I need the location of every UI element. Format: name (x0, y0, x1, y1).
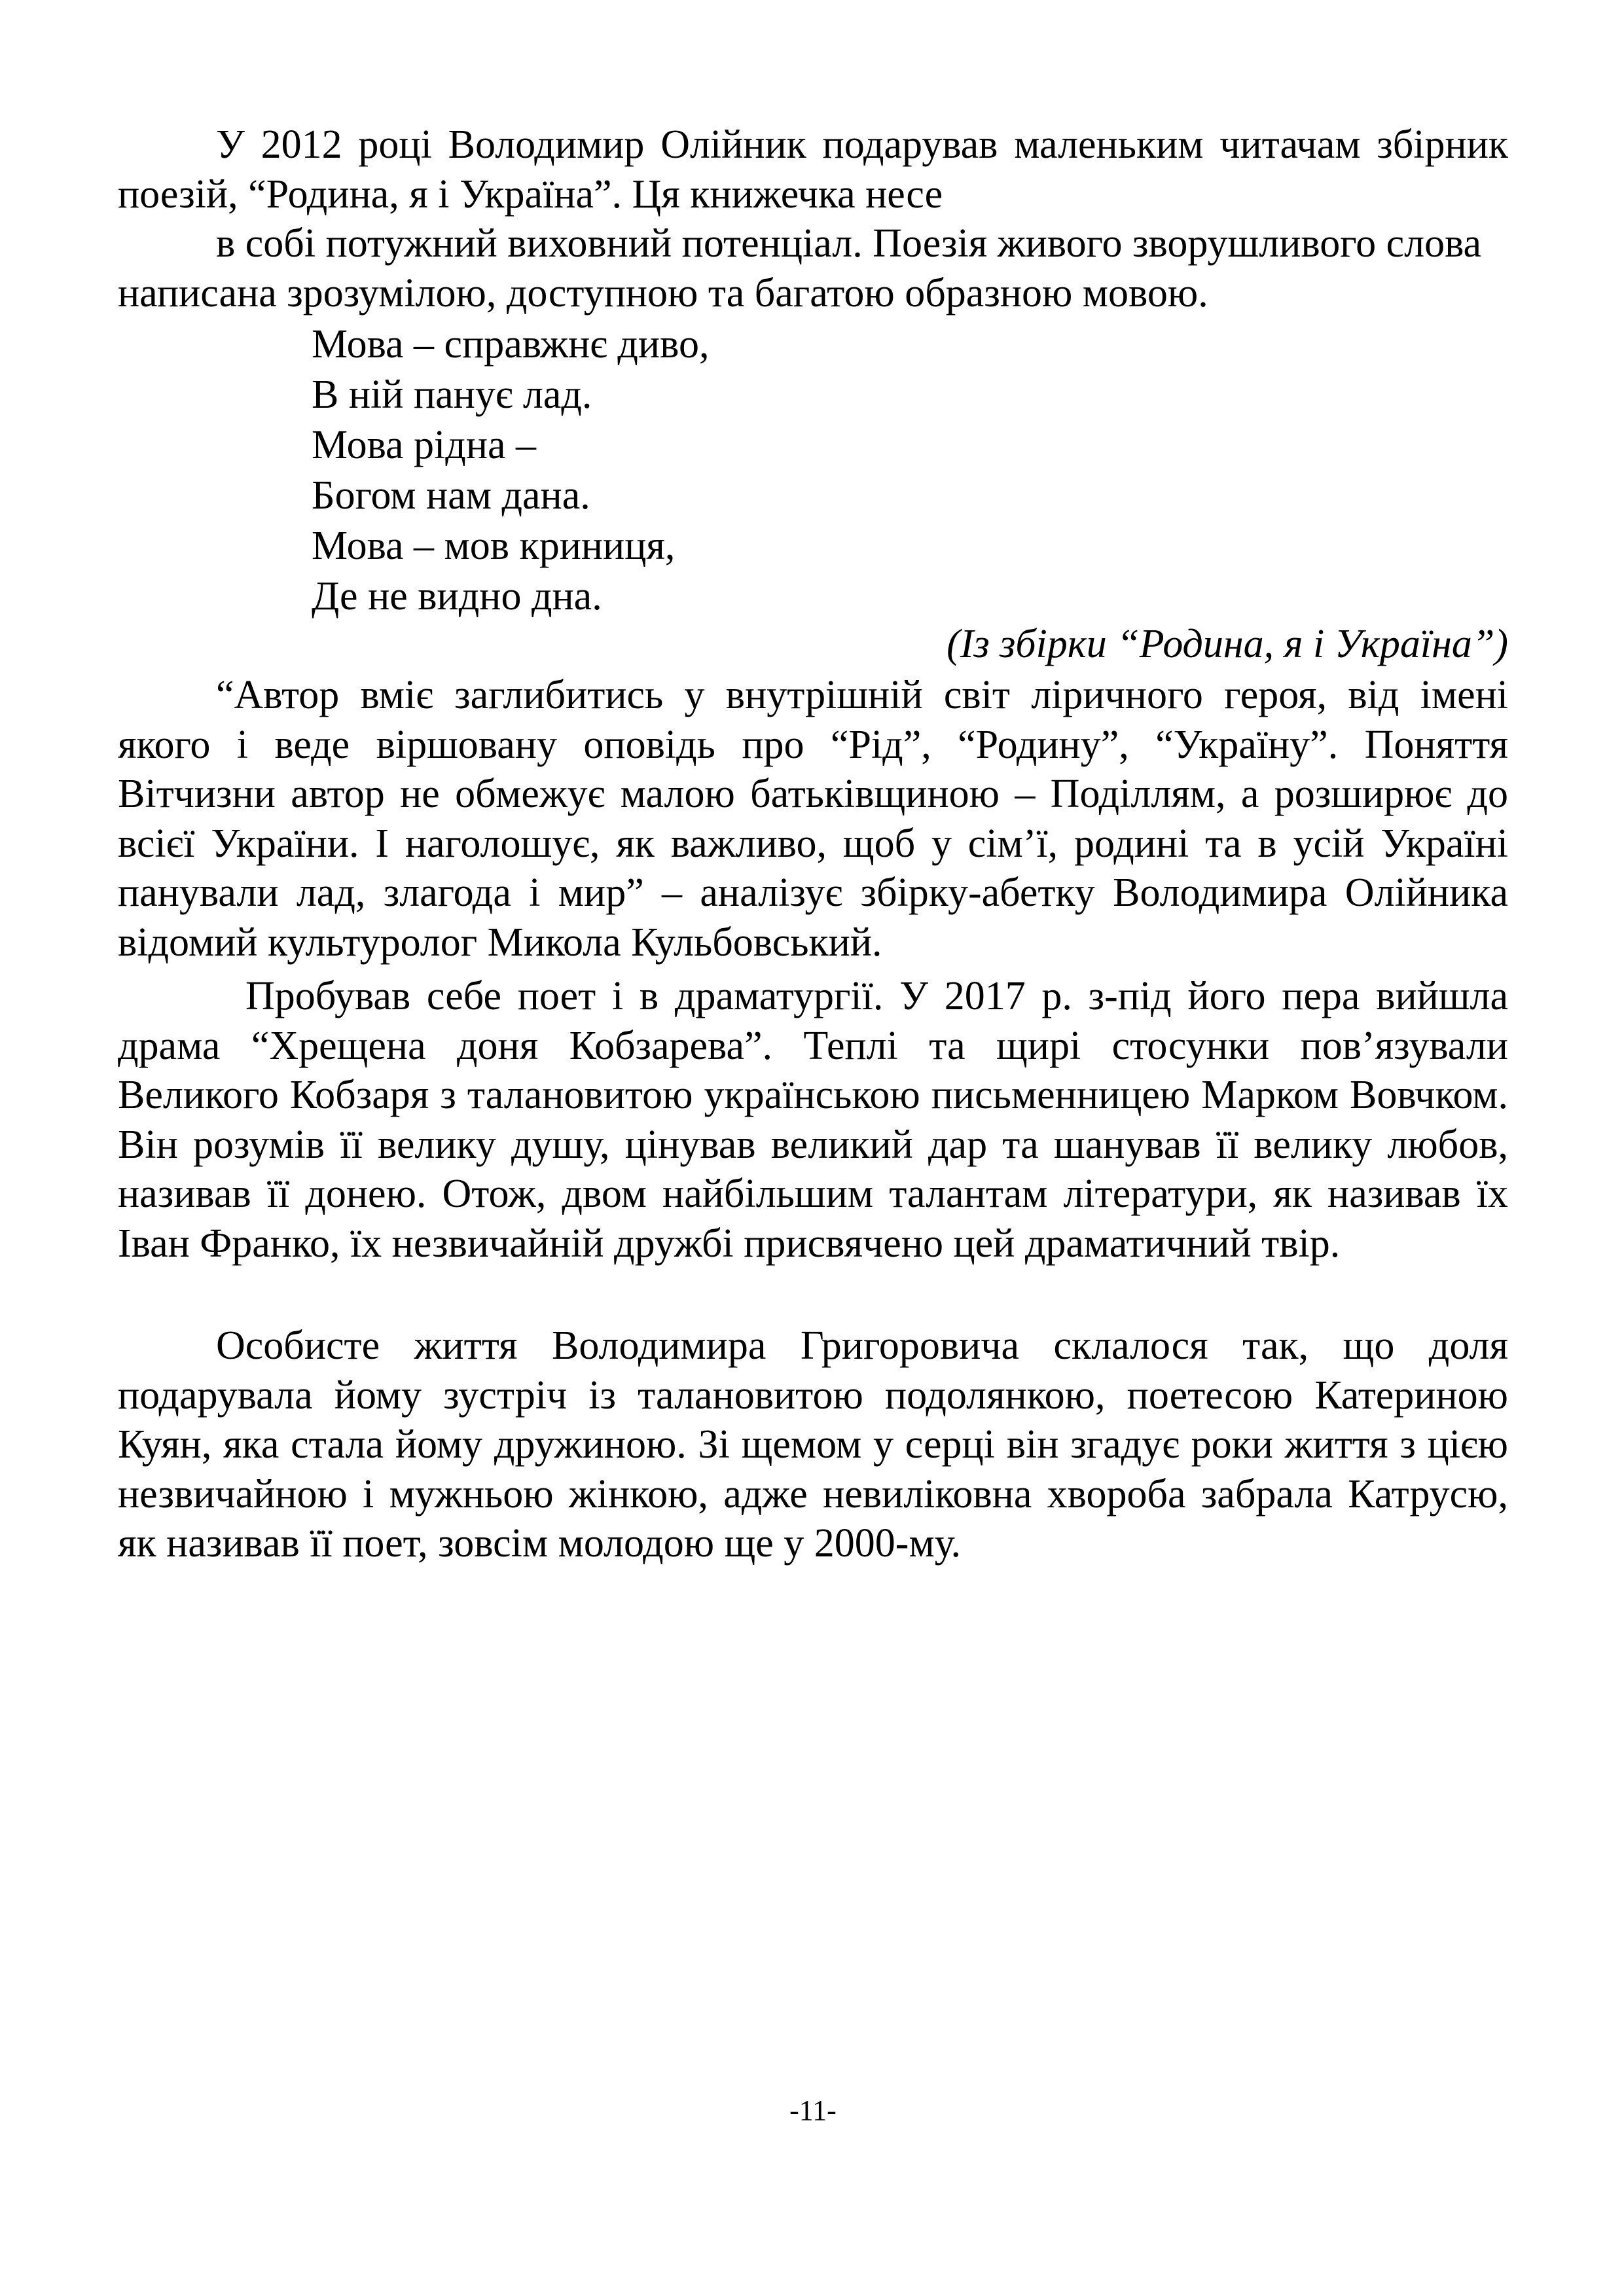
paragraph-intro-line2: в собі потужний виховний потенціал. Поезія живого зворушливого слова написана зрозумілою, доступною та багатою образною мовою. (118, 221, 1482, 315)
paragraph-intro-line1: У 2012 році Володимир Олійник подарував маленьким читачам збірник поезій, “Родина, я і Україна”. Ця книжечка несе (118, 122, 1508, 217)
poem-line: В ній панує лад. (312, 372, 592, 417)
paragraph-intro (118, 120, 1508, 318)
poem-line: Богом нам дана. (312, 473, 590, 518)
paragraph-drama: Пробував себе поет і в драматургії. У 2017 р. з-під його пера вийшла драма “Хрещена доня Кобзарева”. Теплі та щирі стосунки пов’язували Великого Кобзаря з талановитою українською письменницею Марком Вовчком. Він розумів її велику душу, цінував великий дар та шанував її велику любов, називав її донею. Отож, двом найбільшим талантам літератури, як називав їх Іван Франко, їх незвичайній дружбі присвячено цей драматичний твір. (118, 974, 1508, 1266)
poem-line: Мова – справжнє диво, (312, 322, 710, 367)
paragraph-personal-life: Особисте життя Володимира Григоровича склалося так, що доля подарувала йому зустріч із талановитою подолянкою, поетесою Катериною Куян, яка стала йому дружиною. Зі щемом у серці він згадує роки життя з цією незвичайною і мужньою жінкою, адже невиліковна хвороба забрала Катрусю, як називав її поет, зовсім молодою ще у 2000-му. (118, 1323, 1508, 1566)
poem-line: Мова рідна – (312, 423, 537, 467)
page-number: -11- (789, 2094, 837, 2126)
poem-source-citation: (Із збірки “Родина, я і Україна”) (947, 622, 1508, 666)
poem-line: Де не видно дна. (312, 574, 602, 619)
poem-excerpt (312, 319, 709, 622)
poem-line: Мова – мов криниця, (312, 524, 676, 568)
paragraph-critic-quote: “Автор вміє заглибитись у внутрішній світ ліричного героя, від імені якого і веде віршовану оповідь про “Рід”, “Родину”, “Україну”. Поняття Вітчизни автор не обмежує малою батьківщиною – Поділлям, а розширює до всієї України. І наголошує, як важливо, щоб у сім’ї, родині та в усій Україні панували лад, злагода і мир” – аналізує збірку-абетку Володимира Олійника відомий культуролог Микола Кульбовський. (118, 673, 1508, 965)
document-page (118, 0, 1508, 2296)
